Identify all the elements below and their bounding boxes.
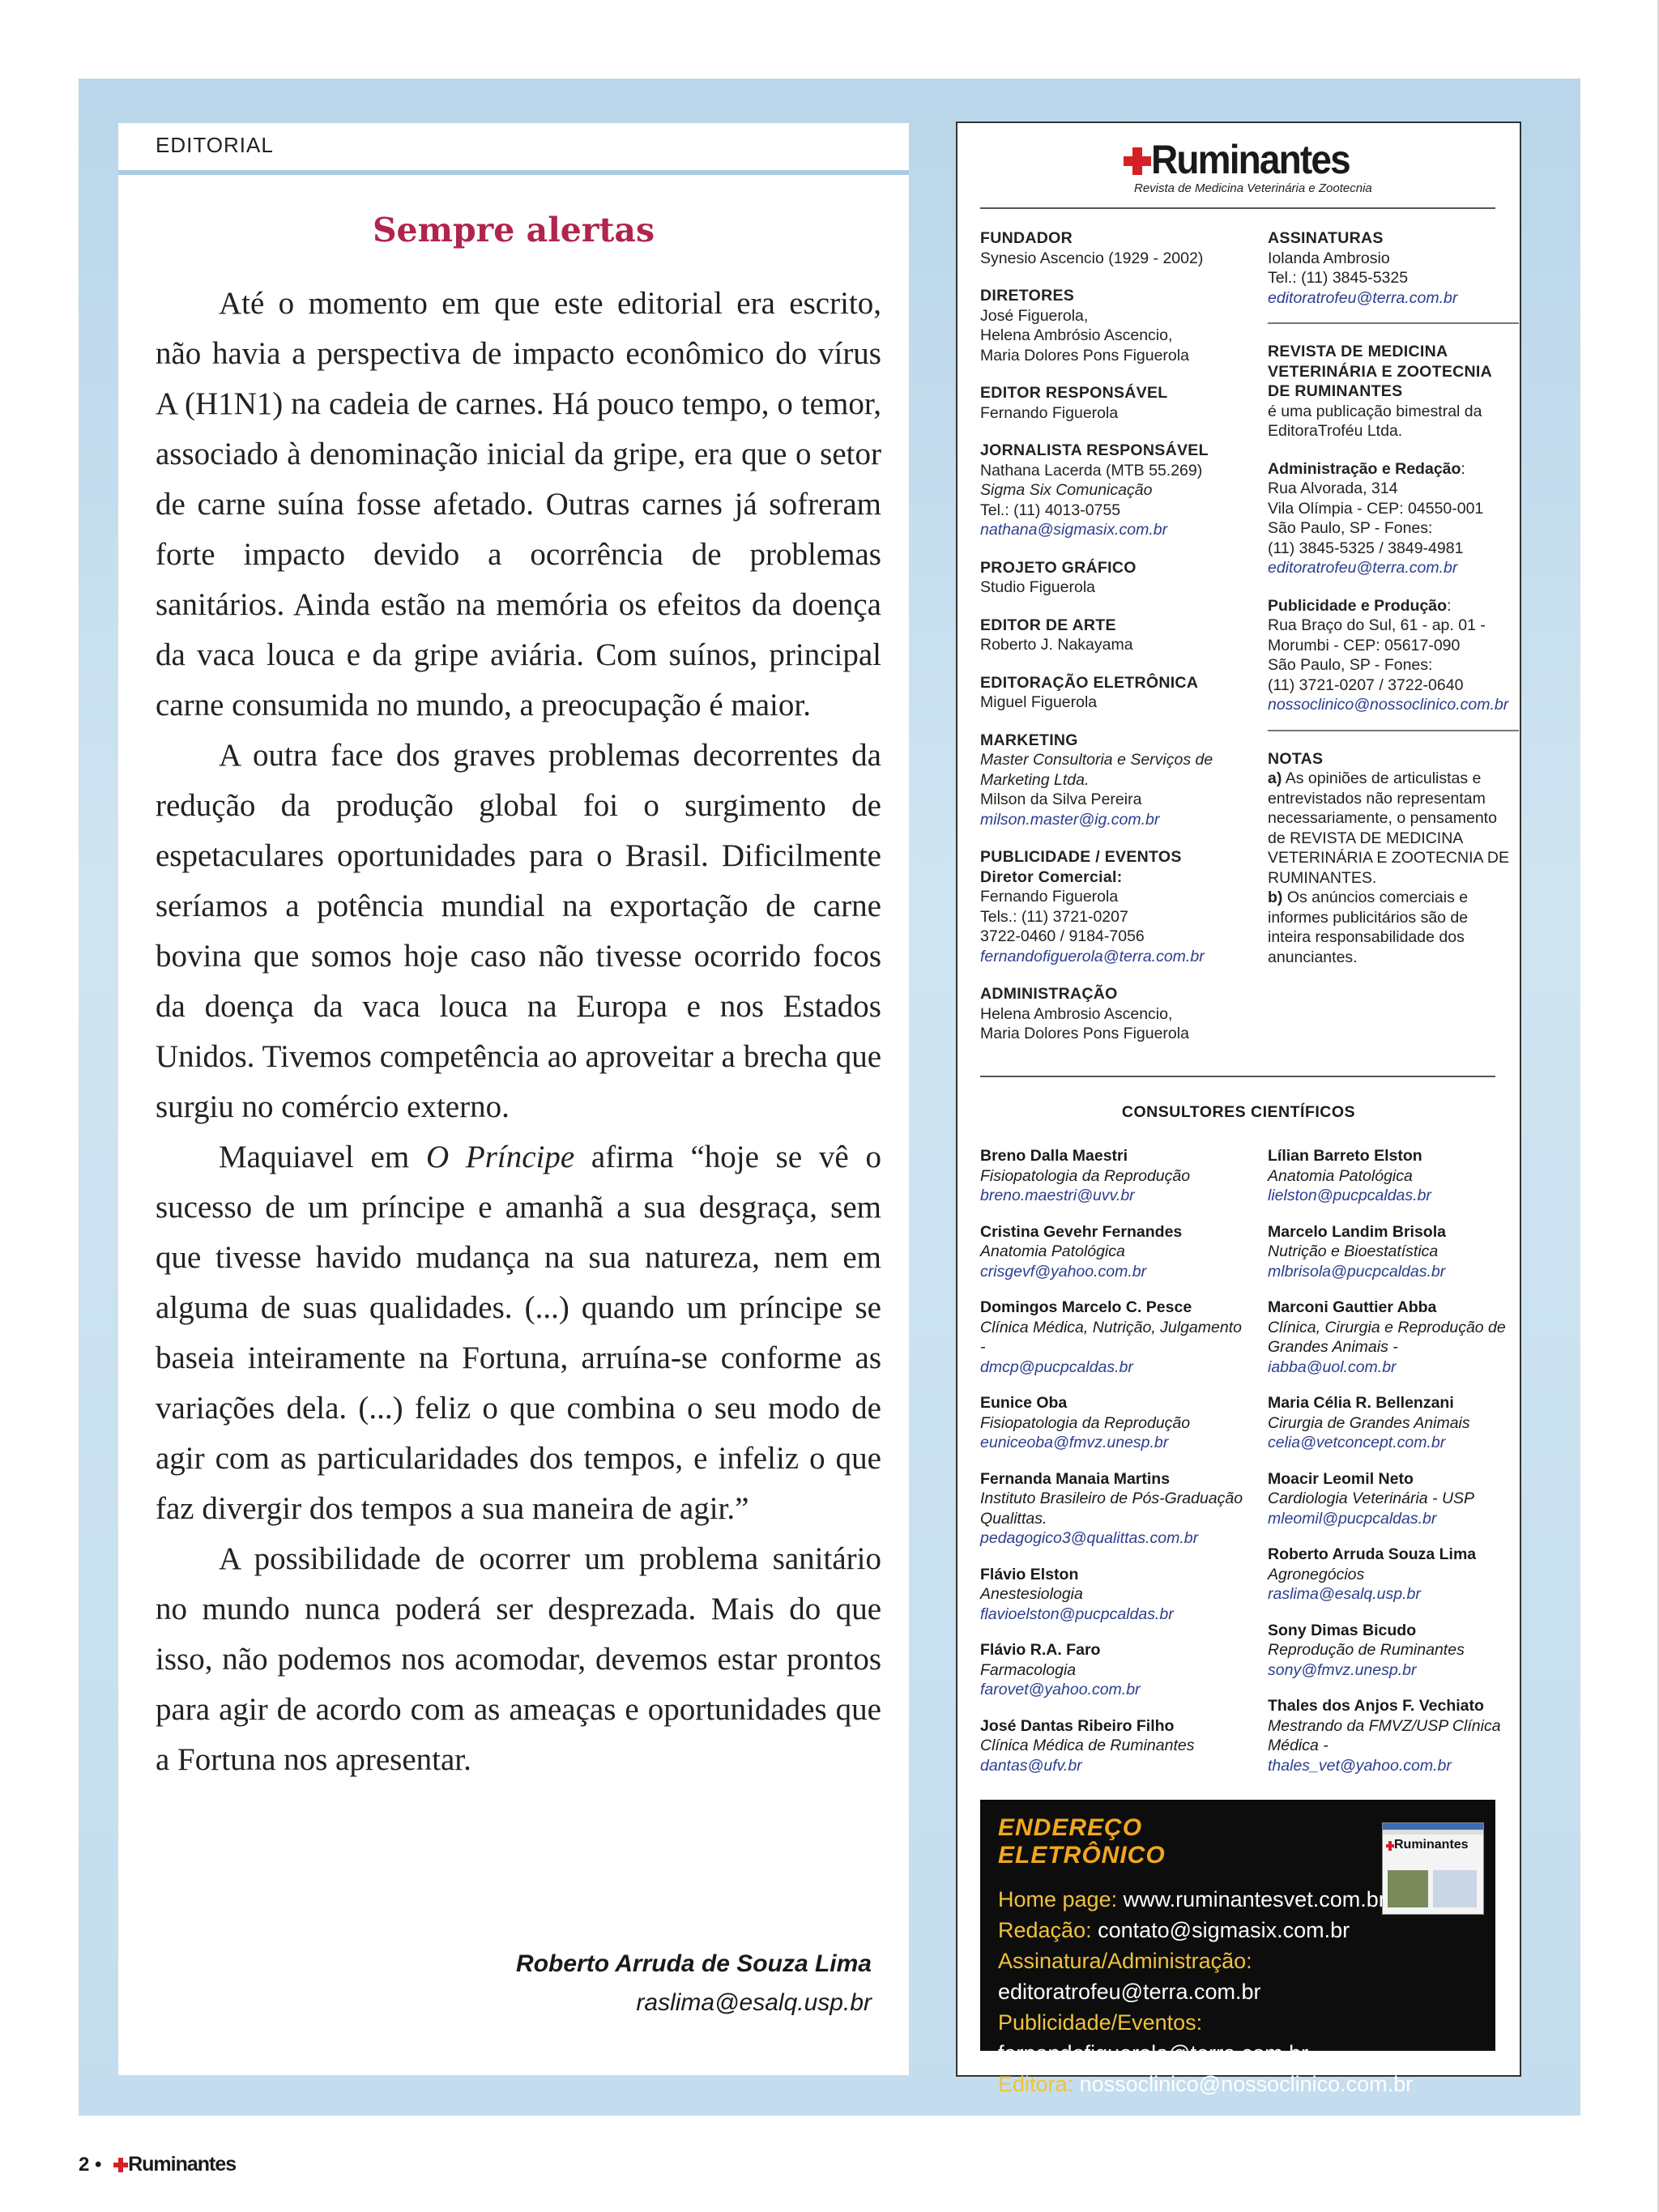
consultor-name: Sony Dimas Bicudo xyxy=(1268,1621,1417,1639)
consultor-spec: Cirurgia de Grandes Animais xyxy=(1268,1413,1470,1432)
consultor-spec: Cardiologia Veterinária - USP xyxy=(1268,1490,1475,1507)
endereco-eletronico-box xyxy=(980,1800,1495,2096)
consultores-left xyxy=(980,1146,1247,1792)
endereco-link[interactable]: www.ruminantesvet.com.br xyxy=(1123,1887,1386,1912)
email-link[interactable]: fernandofiguerola@terra.com.br xyxy=(980,947,1205,965)
endereco-link[interactable]: editoratrofeu@terra.com.br xyxy=(998,1980,1261,2004)
consultor-spec: Clínica Médica de Ruminantes xyxy=(980,1737,1195,1754)
consultor-name: Marcelo Landim Brisola xyxy=(1268,1222,1446,1241)
endereco-label: Editora: xyxy=(998,2072,1074,2096)
red-cross-icon xyxy=(1124,147,1151,175)
endereco-row xyxy=(998,1915,1495,1946)
endereco-link[interactable]: contato@sigmasix.com.br xyxy=(1098,1918,1350,1942)
consultor-entry xyxy=(1268,1222,1511,1282)
endereco-label: Home page: xyxy=(998,1887,1118,1912)
consultor-entry xyxy=(980,1469,1247,1549)
editorial-panel xyxy=(118,123,909,2075)
consultor-mail[interactable]: breno.maestri@uvv.br xyxy=(980,1187,1135,1204)
consultor-entry xyxy=(1268,1545,1511,1605)
consultor-entry xyxy=(980,1640,1247,1700)
consultor-mail[interactable]: mlbrisola@pucpcaldas.br xyxy=(1268,1262,1446,1281)
consultor-mail[interactable]: raslima@esalq.usp.br xyxy=(1268,1585,1421,1603)
consultor-entry xyxy=(1268,1621,1511,1681)
author-email[interactable]: raslima@esalq.usp.br xyxy=(636,1989,872,2016)
editorial-header xyxy=(118,123,909,175)
consultor-entry xyxy=(1268,1696,1511,1775)
consultor-name: Flávio R.A. Faro xyxy=(980,1641,1101,1659)
consultor-name: Flávio Elston xyxy=(980,1565,1079,1583)
consultor-name: Marconi Gauttier Abba xyxy=(1268,1298,1437,1316)
consultor-name: Cristina Gevehr Fernandes xyxy=(980,1222,1183,1241)
consultores-title: CONSULTORES CIENTÍFICOS xyxy=(1121,1103,1356,1121)
divider xyxy=(1268,730,1519,731)
email-link[interactable]: editoratrofeu@terra.com.br xyxy=(1268,559,1458,577)
consultor-mail[interactable]: euniceoba@fmvz.unesp.br xyxy=(980,1434,1169,1451)
endereco-label: Redação: xyxy=(998,1918,1092,1942)
consultor-entry xyxy=(1268,1393,1511,1453)
endereco-row xyxy=(998,1884,1495,1915)
masthead-right-column: ASSINATURAS Iolanda Ambrosio Tel.: (11) 3845-5325 editoratrofeu@terra.com.br REVISTA DE MEDICINA VETERINÁRIA E ZOOTECNIA DE RUMINANTES é uma publicação bimestral da EditoraTroféu Ltda. Administração e Redação: Rua Alvorada, 314 Vila Olímpia - CEP: 04550-001 São Paulo, SP - Fones: (11) 3845-5325 / 3849-4981 editoratrofeu@terra.com.br Publicidade e Produção: Rua Braço do Sul, 61 - ap. 01 - Morumbi - CEP: 05617-090 São Paulo, SP - Fones: (11) 3721-0207 / 3722-0640 nossoclinico@nossoclinico.com.br NOTAS a) As opiniões de articulistas e entrevistados não representam necessariamente, o pensamento de REVISTA DE MEDICINA VETERINÁRIA E ZOOTECNIA DE RUMINANTES. b) Os anúncios comerciais e informes publicitários são de inteira responsabilidade dos anunciantes. xyxy=(1268,228,1511,985)
consultores-right xyxy=(1268,1146,1511,1792)
consultor-mail[interactable]: celia@vetconcept.com.br xyxy=(1268,1434,1446,1451)
divider xyxy=(980,1076,1495,1077)
editorial-body xyxy=(156,279,881,1785)
consultor-mail[interactable]: lielston@pucpcaldas.br xyxy=(1268,1187,1431,1204)
consultor-mail[interactable]: dmcp@pucpcaldas.br xyxy=(980,1357,1133,1376)
paragraph-1: Até o momento em que este editorial era escrito, não havia a perspectiva de impacto econômico do vírus A (H1N1) na cadeia de carnes. Há pouco tempo, o temor, associado à denominação inicial da gripe, era que o setor de carne suína fosse afetado. Outras carnes já sofreram forte impacto devido a ocorrência de problemas sanitários. Ainda estão na memória os efeitos da doença da vaca louca e da gripe aviária. Com suínos, principal carne consumida no mundo, a preocupação é maior. xyxy=(156,286,881,722)
consultor-entry xyxy=(1268,1469,1511,1529)
consultor-entry xyxy=(980,1393,1247,1453)
consultor-entry xyxy=(980,1222,1247,1282)
paragraph-2: A outra face dos graves problemas decorrentes da redução da produção global foi o surgimento de espetaculares oportunidades para o Brasil. Dificilmente seríamos a potência mundial na exportação de carne bovina que somos hoje caso não tivesse ocorrido focos da doença da vaca louca na Europa e nos Estados Unidos. Tivemos competência ao aproveitar a brecha que surgiu no comércio externo. xyxy=(156,738,881,1124)
consultor-entry xyxy=(980,1298,1247,1377)
consultor-entry xyxy=(1268,1298,1511,1377)
consultor-mail[interactable]: farovet@yahoo.com.br xyxy=(980,1681,1141,1698)
consultor-spec: Fisiopatologia da Reprodução xyxy=(980,1413,1191,1432)
consultor-name: Moacir Leomil Neto xyxy=(1268,1469,1414,1488)
consultor-spec: Fisiopatologia da Reprodução xyxy=(980,1166,1191,1185)
endereco-label: Publicidade/Eventos: xyxy=(998,2010,1203,2035)
editorial-title: Sempre alertas xyxy=(372,211,655,249)
consultor-spec: Agronegócios xyxy=(1268,1565,1365,1583)
logo-subtitle: Revista de Medicina Veterinária e Zootecnia xyxy=(1134,181,1372,195)
masthead-panel xyxy=(956,121,1521,2096)
signature xyxy=(516,1950,872,2017)
endereco-label: Assinatura/Administração: xyxy=(998,1949,1252,1973)
consultor-name: Breno Dalla Maestri xyxy=(980,1147,1128,1165)
paragraph-4: A possibilidade de ocorrer um problema sanitário no mundo nunca poderá ser desprezada. Mais do que isso, não podemos nos acomodar, devemos estar prontos para agir de acordo com as ameaças e oportunidades que a Fortuna nos apresentar. xyxy=(156,1541,881,1777)
paragraph-3: Maquiavel em O Príncipe afirma “hoje se vê o sucesso de um príncipe e amanhã a sua desgraça, sem que tivesse havido mudança na sua natureza, nem em alguma de suas qualidades. (...) quando um príncipe se baseia inteiramente na Fortuna, arruína-se conforme as variações dela. (...) feliz o que combina o seu modo de agir com as particularidades dos tempos, e infeliz o que faz divergir dos tempos a sua maneira de agir.” xyxy=(156,1140,881,1526)
endereco-row xyxy=(998,1946,1495,2007)
author-name: Roberto Arruda de Souza Lima xyxy=(516,1950,872,1977)
consultor-spec: Farmacologia xyxy=(980,1660,1077,1679)
section-label: EDITORIAL xyxy=(156,133,274,157)
divider xyxy=(980,207,1495,209)
consultor-entry xyxy=(980,1716,1247,1776)
page-number: 2 • xyxy=(79,2154,102,2176)
consultor-spec: Mestrando da FMVZ/USP Clínica Médica - xyxy=(1268,1716,1501,1754)
consultor-name: Maria Célia R. Bellenzani xyxy=(1268,1394,1454,1412)
page-footer xyxy=(79,2153,235,2177)
divider xyxy=(1268,322,1519,324)
book-title: O Príncipe xyxy=(425,1140,575,1174)
consultor-mail[interactable]: sony@fmvz.unesp.br xyxy=(1268,1660,1417,1679)
consultor-name: Domingos Marcelo C. Pesce xyxy=(980,1298,1192,1316)
consultor-name: Roberto Arruda Souza Lima xyxy=(1268,1545,1477,1563)
consultor-spec: Anestesiologia xyxy=(980,1585,1083,1603)
masthead-left-column: FUNDADOR Synesio Ascencio (1929 - 2002) DIRETORES José Figuerola, Helena Ambrósio Ascencio, Maria Dolores Pons Figuerola EDITOR RESPONSÁVEL Fernando Figuerola JORNALISTA RESPONSÁVEL Nathana Lacerda (MTB 55.269) Sigma Six Comunicação Tel.: (11) 4013-0755 nathana@sigmasix.com.br PROJETO GRÁFICO Studio Figuerola EDITOR DE ARTE Roberto J. Nakayama EDITORAÇÃO ELETRÔNICA Miguel Figuerola MARKETING Master Consultoria e Serviços de Marketing Ltda. Milson da Silva Pereira milson.master@ig.com.br PUBLICIDADE / EVENTOS Diretor Comercial: Fernando Figuerola Tels.: (11) 3721-0207 3722-0460 / 9184-7056 fernandofiguerola@terra.com.br ADMINISTRAÇÃO Helena Ambrosio Ascencio, Maria Dolores Pons Figuerola xyxy=(980,228,1239,1062)
consultor-mail[interactable]: thales_vet@yahoo.com.br xyxy=(1268,1756,1452,1775)
consultor-mail[interactable]: flavioelston@pucpcaldas.br xyxy=(980,1605,1174,1623)
consultor-spec: Nutrição e Bioestatística xyxy=(1268,1242,1439,1260)
consultor-spec: Anatomia Patológica xyxy=(980,1242,1125,1260)
endereco-rows xyxy=(998,1884,1495,2099)
ruminantes-logo xyxy=(1124,139,1367,183)
consultor-mail[interactable]: crisgevf@yahoo.com.br xyxy=(980,1262,1147,1281)
red-cross-icon xyxy=(113,2158,128,2172)
email-link[interactable]: nossoclinico@nossoclinico.com.br xyxy=(1268,696,1509,714)
endereco-row xyxy=(998,2007,1495,2069)
footer-logo: Ruminantes xyxy=(113,2153,235,2177)
consultor-spec: Instituto Brasileiro de Pós-Graduação Qualittas. xyxy=(980,1490,1243,1528)
endereco-link[interactable]: fernandofiguerola@terra.com.br xyxy=(998,2041,1309,2065)
consultor-name: José Dantas Ribeiro Filho xyxy=(980,1716,1175,1735)
consultor-name: Lílian Barreto Elston xyxy=(1268,1147,1422,1165)
consultor-name: Thales dos Anjos F. Vechiato xyxy=(1268,1697,1484,1715)
email-link[interactable]: milson.master@ig.com.br xyxy=(980,810,1160,829)
endereco-title: ENDEREÇO ELETRÔNICO xyxy=(998,1814,1166,1869)
consultor-mail[interactable]: dantas@ufv.br xyxy=(980,1756,1082,1775)
consultor-entry xyxy=(980,1565,1247,1625)
website-thumbnail: Ruminantes xyxy=(1382,1822,1484,1915)
consultor-name: Fernanda Manaia Martins xyxy=(980,1469,1171,1488)
consultor-entry xyxy=(1268,1146,1511,1206)
consultor-name: Eunice Oba xyxy=(980,1394,1068,1412)
logo-wordmark: Ruminantes xyxy=(1151,137,1350,182)
consultor-spec: Clínica, Cirurgia e Reprodução de Grandes Animais - xyxy=(1268,1318,1506,1356)
consultor-mail[interactable]: mleomil@pucpcaldas.br xyxy=(1268,1509,1437,1528)
consultor-mail[interactable]: iabba@uol.com.br xyxy=(1268,1357,1397,1376)
email-link[interactable]: editoratrofeu@terra.com.br xyxy=(1268,288,1458,307)
consultor-spec: Clínica Médica, Nutrição, Julgamento - xyxy=(980,1318,1242,1356)
endereco-row xyxy=(998,2069,1495,2099)
consultor-mail[interactable]: pedagogico3@qualittas.com.br xyxy=(980,1529,1199,1547)
consultor-entry xyxy=(980,1146,1247,1206)
consultor-spec: Reprodução de Ruminantes xyxy=(1268,1641,1465,1659)
endereco-link[interactable]: nossoclinico@nossoclinico.com.br xyxy=(1079,2072,1414,2096)
consultor-spec: Anatomia Patológica xyxy=(1268,1166,1413,1185)
email-link[interactable]: nathana@sigmasix.com.br xyxy=(980,521,1168,539)
